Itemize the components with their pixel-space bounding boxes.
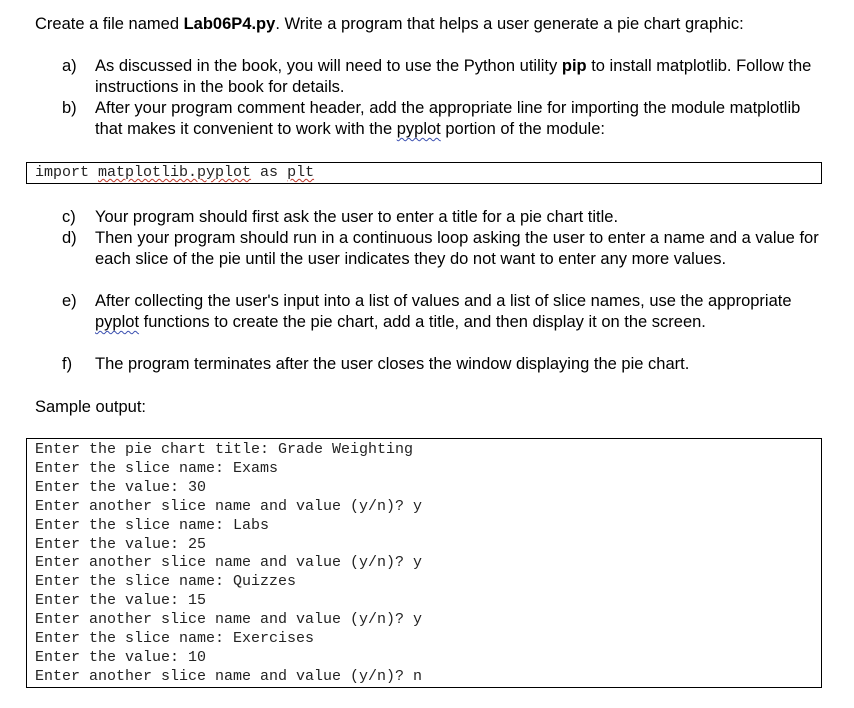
console-line: Enter another slice name and value (y/n)? y — [35, 497, 423, 515]
list-item-e — [62, 291, 822, 333]
item-b-text-before: After your program comment header, add the appropriate line for importing the module matplotlib that makes it convenient to work with the — [95, 99, 801, 138]
list-marker: c) — [62, 208, 76, 226]
item-e-pyplot: pyplot — [95, 313, 140, 331]
import-keyword: import — [35, 164, 99, 181]
item-b-text-after: portion of the module: — [440, 120, 605, 138]
list-marker: e) — [62, 292, 77, 310]
list-item-b — [62, 98, 822, 140]
intro-filename: Lab06P4.py — [183, 15, 276, 33]
console-line: Enter the slice name: Exams — [35, 459, 279, 477]
import-alias: plt — [287, 164, 315, 181]
list-item-text — [95, 291, 822, 333]
console-line: Enter the value: 30 — [35, 478, 207, 496]
sample-output-box — [26, 438, 822, 688]
item-e-text-before: After collecting the user's input into a list of values and a list of slice names, use the appropriate — [95, 292, 792, 310]
list-item-d — [62, 228, 822, 270]
console-line: Enter another slice name and value (y/n)? y — [35, 611, 423, 629]
list-item-c — [62, 207, 822, 228]
list-item-a — [62, 56, 822, 98]
console-line: Enter the pie chart title: Grade Weighting — [35, 441, 414, 458]
list-item-f — [62, 354, 822, 375]
list-item-text: Your program should first ask the user to enter a title for a pie chart title. — [95, 208, 619, 226]
intro-prefix: Create a file named — [35, 15, 184, 33]
console-line: Enter the slice name: Exercises — [35, 630, 315, 648]
intro-suffix: . Write a program that helps a user generate a pie chart graphic: — [275, 15, 744, 33]
list-marker: d) — [62, 229, 77, 247]
console-line: Enter the slice name: Labs — [35, 516, 270, 534]
intro-paragraph — [35, 14, 835, 35]
console-line: Enter another slice name and value (y/n)? n — [35, 667, 423, 685]
list-item-text — [95, 56, 822, 98]
item-e-text-after: functions to create the pie chart, add a title, and then display it on the screen. — [139, 313, 706, 331]
import-code-line — [35, 164, 821, 183]
console-line: Enter another slice name and value (y/n)? y — [35, 554, 423, 572]
list-item-text: Then your program should run in a continuous loop asking the user to enter a name and a value for each slice of the pie until the user indicates they do not want to enter any more values. — [95, 229, 819, 268]
console-line: Enter the slice name: Quizzes — [35, 573, 297, 591]
item-a-text-before: As discussed in the book, you will need to use the Python utility — [95, 57, 562, 75]
item-a-text-after: to install matplotlib. Follow the instructions in the book for details. — [95, 57, 812, 96]
item-b-pyplot: pyplot — [396, 120, 441, 138]
sample-output-label: Sample output: — [35, 398, 146, 416]
import-module: matplotlib.pyplot — [98, 164, 252, 181]
as-keyword: as — [251, 164, 288, 181]
list-marker: a) — [62, 57, 77, 75]
list-item-text — [95, 98, 822, 140]
console-line: Enter the value: 15 — [35, 592, 207, 610]
item-a-bold-pip: pip — [561, 57, 587, 75]
import-code-box — [26, 162, 822, 184]
list-marker: b) — [62, 99, 77, 117]
list-marker: f) — [62, 355, 73, 373]
console-line: Enter the value: 25 — [35, 535, 207, 553]
list-item-text: The program terminates after the user closes the window displaying the pie chart. — [95, 355, 690, 373]
console-line: Enter the value: 10 — [35, 648, 207, 666]
